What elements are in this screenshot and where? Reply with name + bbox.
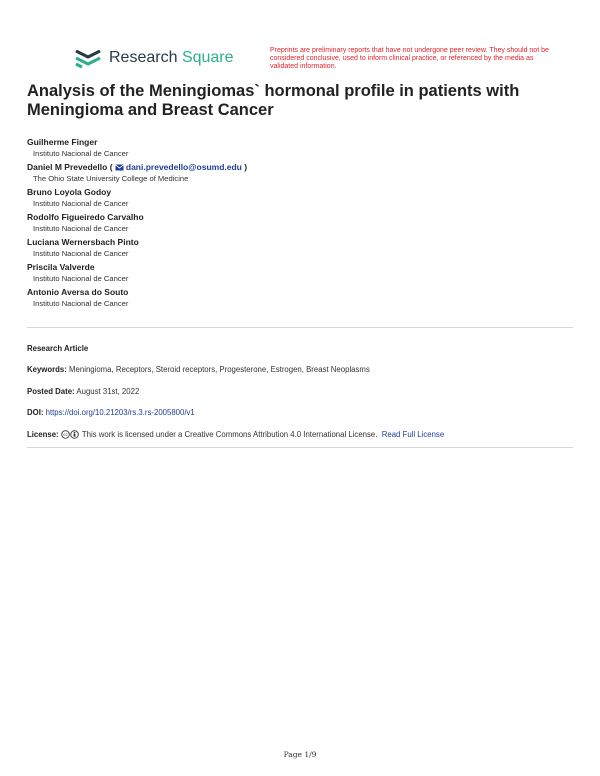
author-name: Guilherme Finger (27, 137, 98, 147)
logo-word-research: Research (109, 49, 178, 66)
author-name-row (27, 161, 567, 173)
author-affiliation: Instituto Nacional de Cancer (33, 199, 129, 208)
author-entry (27, 286, 567, 310)
author-affiliation: Instituto Nacional de Cancer (33, 249, 129, 258)
divider (27, 447, 573, 448)
doi-label: DOI: (27, 408, 44, 417)
keywords-row (27, 364, 573, 375)
author-affiliation: Instituto Nacional de Cancer (33, 274, 129, 283)
paper-title: Analysis of the Meningiomas` hormonal profile in patients with Meningioma and Breast Cancer (27, 82, 520, 119)
author-affiliation: Instituto Nacional de Cancer (33, 299, 129, 308)
author-list (27, 136, 567, 311)
read-full-license-link[interactable]: Read Full License (381, 430, 445, 439)
license-row (27, 429, 573, 440)
author-entry (27, 136, 567, 160)
posted-date-value: August 31st, 2022 (76, 387, 140, 396)
author-entry (27, 261, 567, 285)
envelope-icon (115, 164, 124, 171)
author-name: Luciana Wernersbach Pinto (27, 237, 139, 247)
author-name: Antonio Aversa do Souto (27, 287, 129, 297)
author-affiliation: Instituto Nacional de Cancer (33, 224, 129, 233)
posted-date-label: Posted Date: (27, 387, 75, 396)
license-label: License: (27, 430, 59, 439)
author-name: Daniel M Prevedello (27, 162, 108, 172)
research-square-logo-icon (75, 48, 101, 68)
author-entry (27, 161, 567, 185)
author-email-link[interactable]: dani.prevedello@osumd.edu (125, 162, 242, 172)
keywords-label: Keywords: (27, 365, 67, 374)
author-email-wrap: ( dani.prevedello@osumd.edu ) (109, 162, 248, 172)
divider (27, 327, 573, 328)
license-text: This work is licensed under a Creative Commons Attribution 4.0 International License. (81, 430, 378, 439)
author-affiliation: The Ohio State University College of Medicine (33, 174, 189, 183)
logo-word-square: Square (181, 49, 234, 66)
posted-date-row (27, 386, 573, 397)
doi-link[interactable]: https://doi.org/10.21203/rs.3.rs-2005800/v1 (45, 408, 195, 417)
cc-by-icon (61, 430, 80, 439)
author-affiliation: Instituto Nacional de Cancer (33, 149, 129, 158)
author-name: Priscila Valverde (27, 262, 95, 272)
keywords-value: Meningioma, Receptors, Steroid receptors, Progesterone, Estrogen, Breast Neoplasms (69, 365, 370, 374)
doi-row (27, 407, 573, 418)
article-type (27, 343, 573, 354)
author-entry (27, 211, 567, 235)
article-type-label: Research Article (27, 344, 89, 353)
svg-text:cc: cc (63, 432, 68, 438)
page-number: Page 1/9 (283, 750, 317, 759)
logo-wordmark (109, 49, 234, 67)
preprint-disclaimer: Preprints are preliminary reports that have not undergone peer review. They should not be considered conclusive, used to inform clinical practice, or referenced by the media as validated information. (270, 47, 549, 71)
author-entry (27, 186, 567, 210)
research-square-logo[interactable] (75, 48, 234, 68)
author-name: Rodolfo Figueiredo Carvalho (27, 212, 144, 222)
author-entry (27, 236, 567, 260)
author-name: Bruno Loyola Godoy (27, 187, 112, 197)
